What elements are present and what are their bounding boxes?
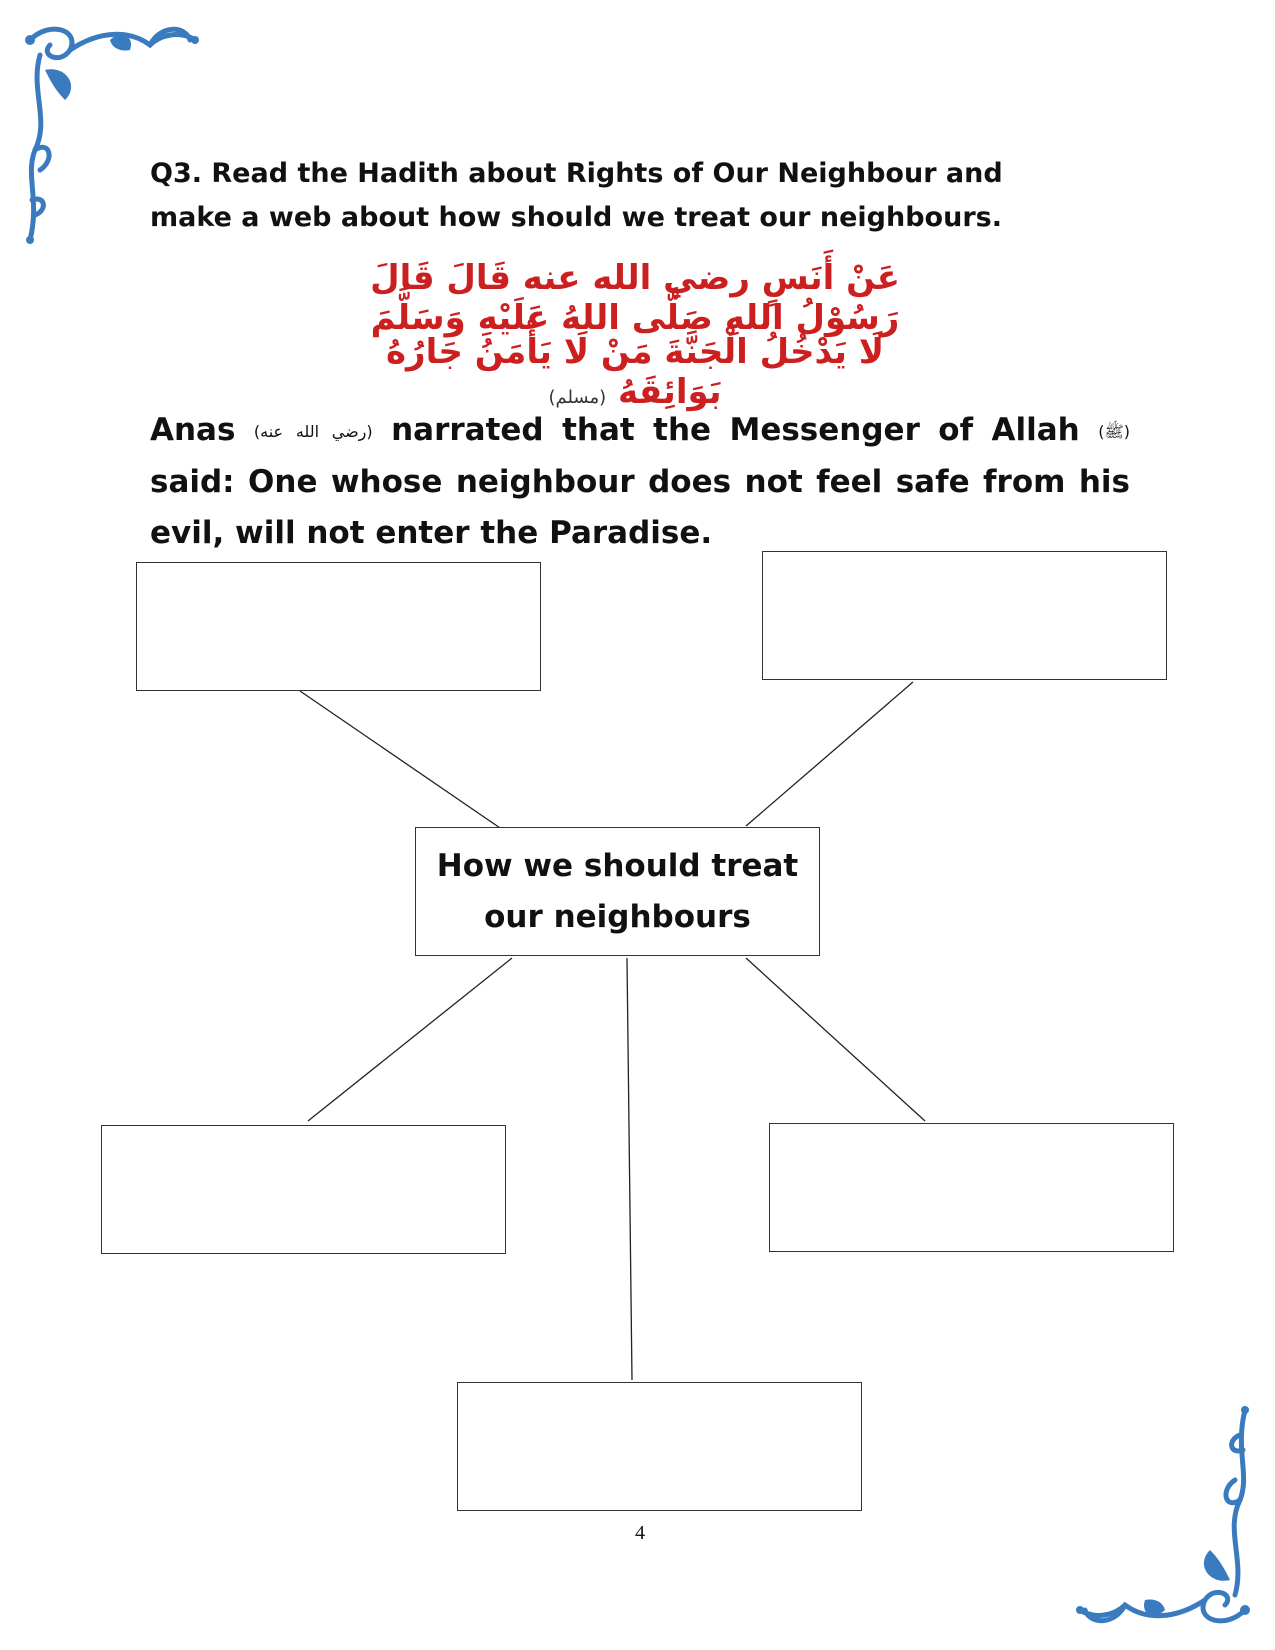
translation-part-3: said: One whose neighbour does not feel safe from his evil, will not enter the Paradise. [150,464,1130,551]
connector-top-left [300,691,503,830]
answer-box-top-right[interactable] [762,551,1167,680]
honorific-prophet: (ﷺ) [1098,422,1131,441]
page-number: 4 [635,1522,645,1544]
hadith-arabic-line-1: عَنْ أَنَسٍ رضي الله عنه قَالَ قَالَ رَسُوْلُ اللهِ صَلَّى اللهُ عَلَيْهِ وَسَلَّمَ [370,258,900,338]
answer-box-bottom-left[interactable] [101,1125,506,1254]
web-center-box [415,827,820,956]
web-center-line-2: our neighbours [484,898,751,935]
connector-bottom-center [627,958,632,1380]
connector-top-right [746,682,913,826]
hadith-reference: (مسلم) [548,387,607,408]
translation-part-2: narrated that the Messenger of Allah [391,412,1080,448]
hadith-arabic-line-2: لَا يَدْخُلُ الْجَنَّةَ مَنْ لَا يَأْمَنُ جَارُهُ بَوَائِقَهُ [385,332,885,412]
question-text: Q3. Read the Hadith about Rights of Our Neighbour and make a web about how should we treat our neighbours. [150,158,1003,233]
answer-box-bottom-right[interactable] [769,1123,1174,1252]
answer-box-top-left[interactable] [136,562,541,691]
translation-part-1: Anas [150,412,236,448]
web-center-line-1: How we should treat [436,847,799,884]
honorific-anas: (رضي الله عنه) [253,422,373,441]
answer-box-bottom-center[interactable] [457,1382,862,1511]
connector-bottom-left [308,958,512,1121]
connector-bottom-right [746,958,925,1121]
